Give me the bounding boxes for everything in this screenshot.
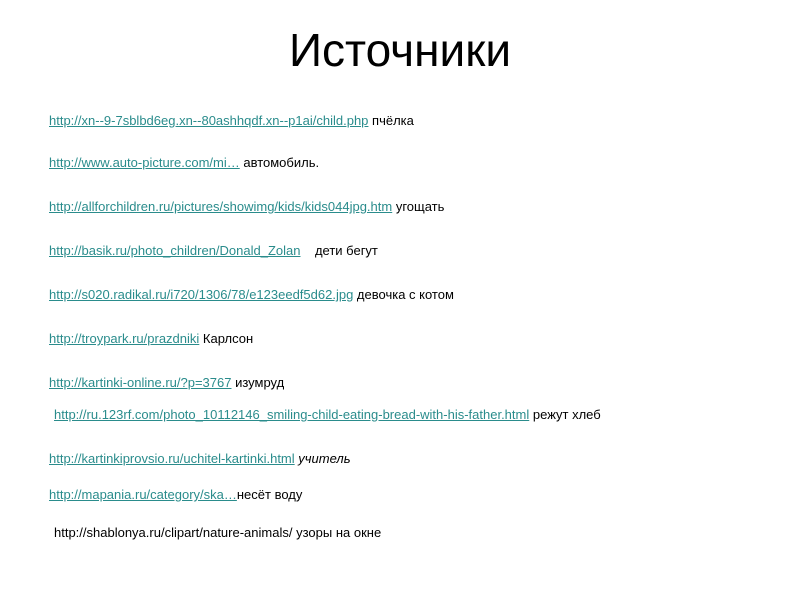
source-description: несёт воду [236,487,303,502]
source-item [49,113,414,129]
source-item [49,287,454,303]
source-link[interactable]: http://xn--9-7sblbd6eg.xn--80ashhqdf.xn--p1ai/child.php [49,113,369,128]
page-title: Источники [288,24,512,76]
source-link[interactable]: http://basik.ru/photo_children/Donald_Zolan [49,243,301,258]
source-description: режут хлеб [532,407,601,422]
source-link[interactable]: http://allforchildren.ru/pictures/showimg/kids/kids044jpg.htm [49,199,393,214]
source-link[interactable]: http://kartinki-online.ru/?p=3767 [49,375,232,390]
source-link[interactable]: http://s020.radikal.ru/i720/1306/78/e123eedf5d62.jpg [49,287,354,302]
source-link[interactable]: http://ru.123rf.com/photo_10112146_smiling-child-eating-bread-with-his-father.html [54,407,530,422]
source-item [49,243,378,259]
source-item [49,199,444,215]
source-item [49,155,319,171]
source-description: изумруд [235,375,285,390]
source-item [54,525,381,541]
source-url-text: http://shablonya.ru/clipart/nature-animals/ [54,525,293,540]
source-description: пчёлка [372,113,414,128]
source-description: Карлсон [202,331,254,346]
source-item [49,487,302,503]
source-link[interactable]: http://troypark.ru/prazdniki [49,331,200,346]
source-item [49,451,351,467]
source-link[interactable]: http://kartinkiprovsio.ru/uchitel-kartinki.html [49,451,295,466]
source-description: девочка с котом [356,287,454,302]
source-item [49,331,253,347]
source-link[interactable]: http://www.auto-picture.com/mi… [49,155,240,170]
source-link[interactable]: http://mapania.ru/category/ska… [49,487,237,502]
source-description: учитель [298,451,351,466]
source-item [49,375,284,391]
source-description: автомобиль. [243,155,320,170]
source-description: угощать [395,199,445,214]
source-description: узоры на окне [296,525,382,540]
source-item [54,407,601,423]
source-description: дети бегут [314,243,378,258]
